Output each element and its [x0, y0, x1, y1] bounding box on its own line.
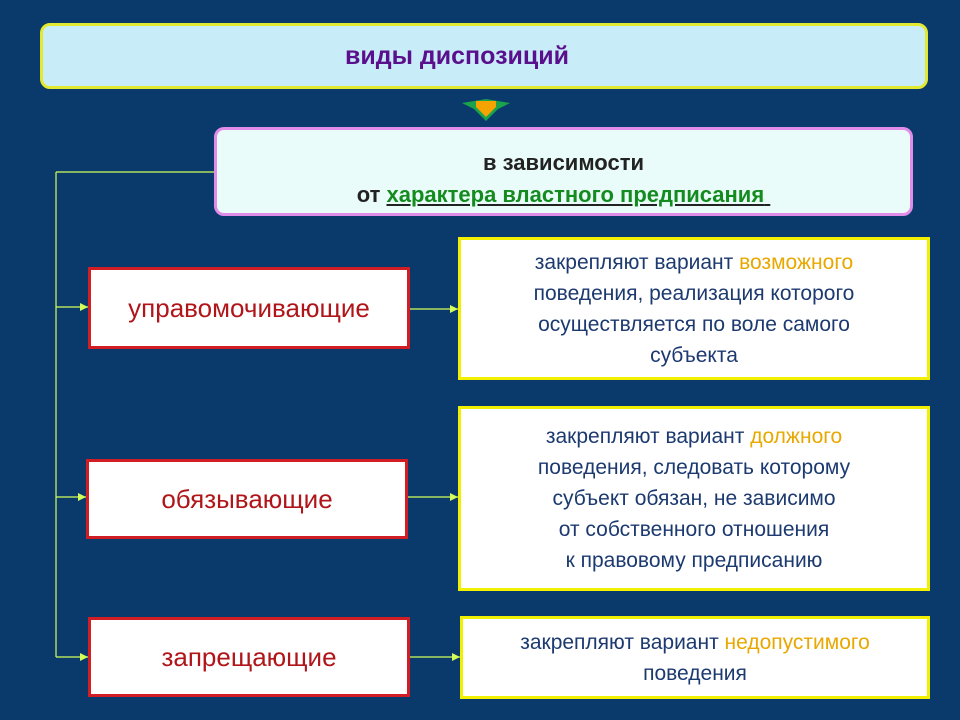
- type-box-empowering: [88, 267, 410, 349]
- diagram-title: виды диспозиций: [345, 41, 569, 70]
- desc-line: от собственного отношения: [558, 518, 830, 541]
- desc-line: субъект обязан, не зависимо: [552, 487, 836, 510]
- criterion-highlight: характера властного предписания: [386, 182, 765, 207]
- type-label: обязывающие: [161, 483, 333, 514]
- desc-text: закрепляют вариант: [545, 425, 751, 448]
- criterion-line1: в зависимости: [483, 150, 644, 175]
- desc-line: осуществляется по воле самого: [538, 312, 850, 336]
- type-label: управомочивающие: [128, 292, 370, 323]
- desc-line: субъекта: [650, 343, 738, 367]
- desc-line: [535, 247, 853, 278]
- desc-box-obliging: [458, 406, 930, 591]
- desc-line: поведения, следовать которому: [537, 456, 851, 479]
- type-box-prohibiting: [88, 617, 410, 697]
- desc-text: закрепляют вариант: [520, 630, 725, 654]
- desc-highlight: недопустимого: [724, 630, 870, 654]
- desc-line: [520, 627, 870, 658]
- desc-line: к правовому предписанию: [565, 549, 823, 572]
- desc-box-prohibiting: [460, 616, 930, 699]
- desc-highlight: должного: [750, 425, 843, 448]
- criterion-line2-prefix: от: [356, 182, 387, 207]
- type-label: запрещающие: [161, 641, 337, 672]
- desc-line: [546, 421, 842, 452]
- desc-line: поведения, реализация которого: [533, 281, 855, 305]
- desc-text: закрепляют вариант: [534, 250, 740, 274]
- type-box-obliging: [86, 459, 408, 539]
- desc-line: поведения: [643, 661, 747, 685]
- desc-box-empowering: [458, 237, 930, 380]
- desc-highlight: возможного: [739, 250, 854, 274]
